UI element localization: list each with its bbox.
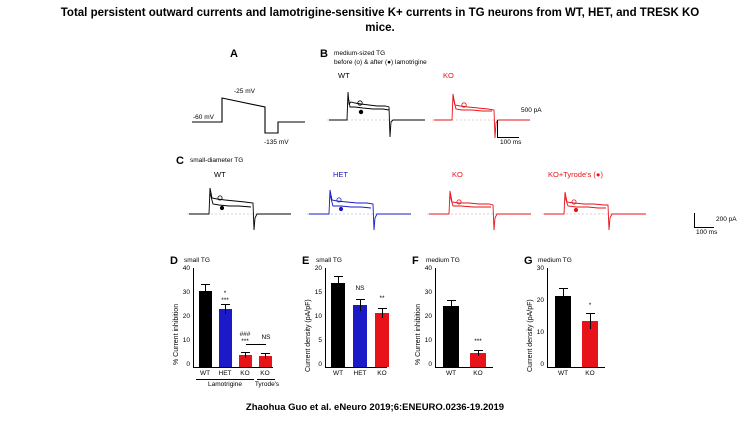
- panel-d-annotation-ko-line2: ***: [241, 337, 249, 345]
- panel-e-y-axis: [325, 268, 326, 368]
- panel-d-group-label-lamotrigine: Lamotrigine: [208, 381, 242, 388]
- panel-e-errcap-ko: [378, 308, 387, 309]
- panel-f-ytick-2: 20: [424, 313, 432, 320]
- panel-d-errcap-ko: [241, 352, 250, 353]
- panel-c-trace-label-ko: KO: [452, 170, 463, 179]
- panel-letter-a: A: [230, 48, 238, 60]
- panel-c-scale-vertical: [694, 213, 695, 228]
- panel-d-ytick-4: 40: [182, 265, 190, 272]
- panel-d-annotation-ko-line1: ###: [239, 331, 251, 338]
- panel-d-errcap-wt: [201, 284, 210, 285]
- panel-g-annotation-ko: *: [588, 302, 592, 309]
- panel-d-group-line-tyrodes: [257, 379, 275, 380]
- panel-f-ylabel: % Current inhibition: [415, 303, 422, 365]
- panel-d-errcap-ko-tyrodes: [261, 353, 270, 354]
- panel-b-trace-label-ko: KO: [443, 71, 454, 80]
- panel-g-ytick-2: 20: [536, 297, 544, 304]
- panel-e-x-axis: [325, 367, 387, 368]
- panel-d-annotation-ns: NS: [261, 334, 271, 341]
- panel-d-ylabel: % Current inhibition: [173, 303, 180, 365]
- panel-g-x-axis: [547, 367, 605, 368]
- panel-d-err-het: [225, 304, 226, 314]
- panel-e-annotation-ns: NS: [355, 285, 365, 292]
- panel-a-label-0: -25 mV: [234, 88, 255, 95]
- panel-g-ytick-3: 30: [536, 265, 544, 272]
- panel-d-cat-ko2: KO: [260, 370, 270, 377]
- panel-c-trace-label-het: HET: [333, 170, 348, 179]
- panel-g-ylabel: Current density (pA/pF): [527, 299, 534, 372]
- panel-g-err-wt: [563, 288, 564, 304]
- panel-g-ytick-1: 10: [536, 329, 544, 336]
- panel-f-y-axis: [435, 268, 436, 368]
- panel-d-x-axis: [193, 367, 273, 368]
- panel-c-ko-trace: [425, 180, 535, 238]
- panel-c-scale-current-label: 200 pA: [716, 216, 737, 223]
- panel-e-bar-ko: [375, 313, 389, 367]
- panel-d-y-axis: [193, 268, 194, 368]
- panel-a-label-2: -135 mV: [264, 139, 289, 146]
- panel-f-ytick-3: 30: [424, 289, 432, 296]
- panel-e-err-het: [360, 299, 361, 311]
- panel-f-cat-wt: WT: [445, 370, 457, 377]
- panel-d-annotation-het-line2: ***: [221, 296, 229, 304]
- panel-f-x-axis: [435, 367, 493, 368]
- panel-f-bar-wt: [443, 306, 459, 367]
- panel-f-errcap-wt: [447, 300, 456, 301]
- panel-letter-f: F: [412, 255, 419, 267]
- panel-g-heading: medium TG: [538, 257, 572, 264]
- panel-d-ns-bracket: [246, 344, 266, 345]
- panel-e-ytick-1: 5: [318, 337, 322, 344]
- panel-c-wt-trace: [185, 180, 295, 238]
- panel-d-ytick-3: 30: [182, 289, 190, 296]
- panel-e-annotation-ko: **: [379, 295, 385, 302]
- panel-d-ytick-1: 10: [182, 337, 190, 344]
- panel-f-ytick-1: 10: [424, 337, 432, 344]
- panel-e-cat-wt: WT: [332, 370, 344, 377]
- panel-f-err-wt: [451, 300, 452, 312]
- panel-d-group-line-lamotrigine: [196, 379, 254, 380]
- panel-c-ko-tyrodes-trace: [540, 180, 650, 238]
- panel-g-y-axis: [547, 268, 548, 368]
- panel-e-err-ko: [382, 308, 383, 318]
- panel-e-ytick-0: 0: [318, 361, 322, 368]
- panel-e-cat-ko: KO: [377, 370, 387, 377]
- panel-d-ytick-0: 0: [186, 361, 190, 368]
- panel-f-annotation-ko: ***: [474, 338, 482, 345]
- panel-e-bar-het: [353, 305, 367, 367]
- panel-letter-c: C: [176, 155, 184, 167]
- panel-e-heading: small TG: [316, 257, 342, 264]
- panel-f-ytick-0: 0: [428, 361, 432, 368]
- panel-c-heading: small-diameter TG: [190, 157, 244, 164]
- panel-a-label-1: -60 mV: [193, 114, 214, 121]
- panel-e-ytick-4: 20: [314, 265, 322, 272]
- panel-d-bar-het: [219, 309, 232, 367]
- panel-e-errcap-het: [356, 299, 365, 300]
- panel-d-annotation-het: [212, 291, 238, 304]
- panel-g-cat-ko: KO: [585, 370, 595, 377]
- panel-e-ylabel: Current density (pA/pF): [305, 299, 312, 372]
- panel-d-errcap-het: [221, 304, 230, 305]
- panel-letter-b: B: [320, 48, 328, 60]
- panel-c-trace-label-wt: WT: [214, 170, 226, 179]
- panel-f-cat-ko: KO: [473, 370, 483, 377]
- panel-e-errcap-wt: [334, 276, 343, 277]
- panel-d-cat-ko: KO: [240, 370, 250, 377]
- panel-g-errcap-ko: [586, 313, 595, 314]
- panel-e-cat-het: HET: [353, 370, 367, 377]
- panel-d-ytick-2: 20: [182, 313, 190, 320]
- panel-c-trace-label-ko-tyrodes: KO+Tyrode's (●): [548, 170, 603, 179]
- figure-title: Total persistent outward currents and lamotrigine-sensitive K+ currents in TG neurons from WT, HET, and TRESK KO mice.: [60, 7, 700, 34]
- panel-d-cat-wt: WT: [199, 370, 211, 377]
- panel-b-heading: medium-sized TG: [334, 50, 386, 57]
- panel-d-group-label-tyrodes: Tyrode's: [254, 381, 280, 388]
- panel-g-ytick-0: 0: [540, 361, 544, 368]
- panel-c-scale-time-label: 100 ms: [696, 229, 718, 236]
- panel-e-ytick-3: 15: [314, 289, 322, 296]
- panel-a-protocol-trace: [190, 85, 310, 150]
- panel-g-err-ko: [590, 313, 591, 329]
- panel-b-trace-label-wt: WT: [338, 71, 350, 80]
- panel-c-het-trace: [305, 180, 415, 238]
- panel-f-ytick-4: 40: [424, 265, 432, 272]
- panel-f-heading: medium TG: [426, 257, 460, 264]
- panel-d-heading: small TG: [184, 257, 210, 264]
- panel-f-errcap-ko: [474, 350, 483, 351]
- panel-b-scale-time-label: 100 ms: [500, 139, 522, 146]
- panel-b-subheading: before (o) & after (●) lamotrigine: [334, 59, 427, 66]
- panel-g-errcap-wt: [559, 288, 568, 289]
- figure-citation: Zhaohua Guo et al. eNeuro 2019;6:ENEURO.0236-19.2019: [245, 402, 505, 413]
- panel-d-annotation-het-line1: *: [223, 290, 227, 297]
- panel-letter-d: D: [170, 255, 178, 267]
- panel-d-cat-het: HET: [218, 370, 232, 377]
- panel-letter-e: E: [302, 255, 310, 267]
- panel-letter-g: G: [524, 255, 533, 267]
- panel-b-scale-vertical: [497, 120, 498, 138]
- panel-e-ytick-2: 10: [314, 313, 322, 320]
- panel-b-scale-current-label: 500 pA: [521, 107, 542, 114]
- panel-d-bar-wt: [199, 291, 212, 367]
- panel-g-bar-wt: [555, 296, 571, 367]
- panel-e-bar-wt: [331, 283, 345, 367]
- panel-c-scale-horizontal: [694, 227, 714, 228]
- panel-b-scale-horizontal: [497, 137, 519, 138]
- panel-d-err-wt: [205, 284, 206, 298]
- panel-e-err-wt: [338, 276, 339, 290]
- panel-b-wt-trace: [325, 82, 430, 150]
- panel-g-cat-wt: WT: [557, 370, 569, 377]
